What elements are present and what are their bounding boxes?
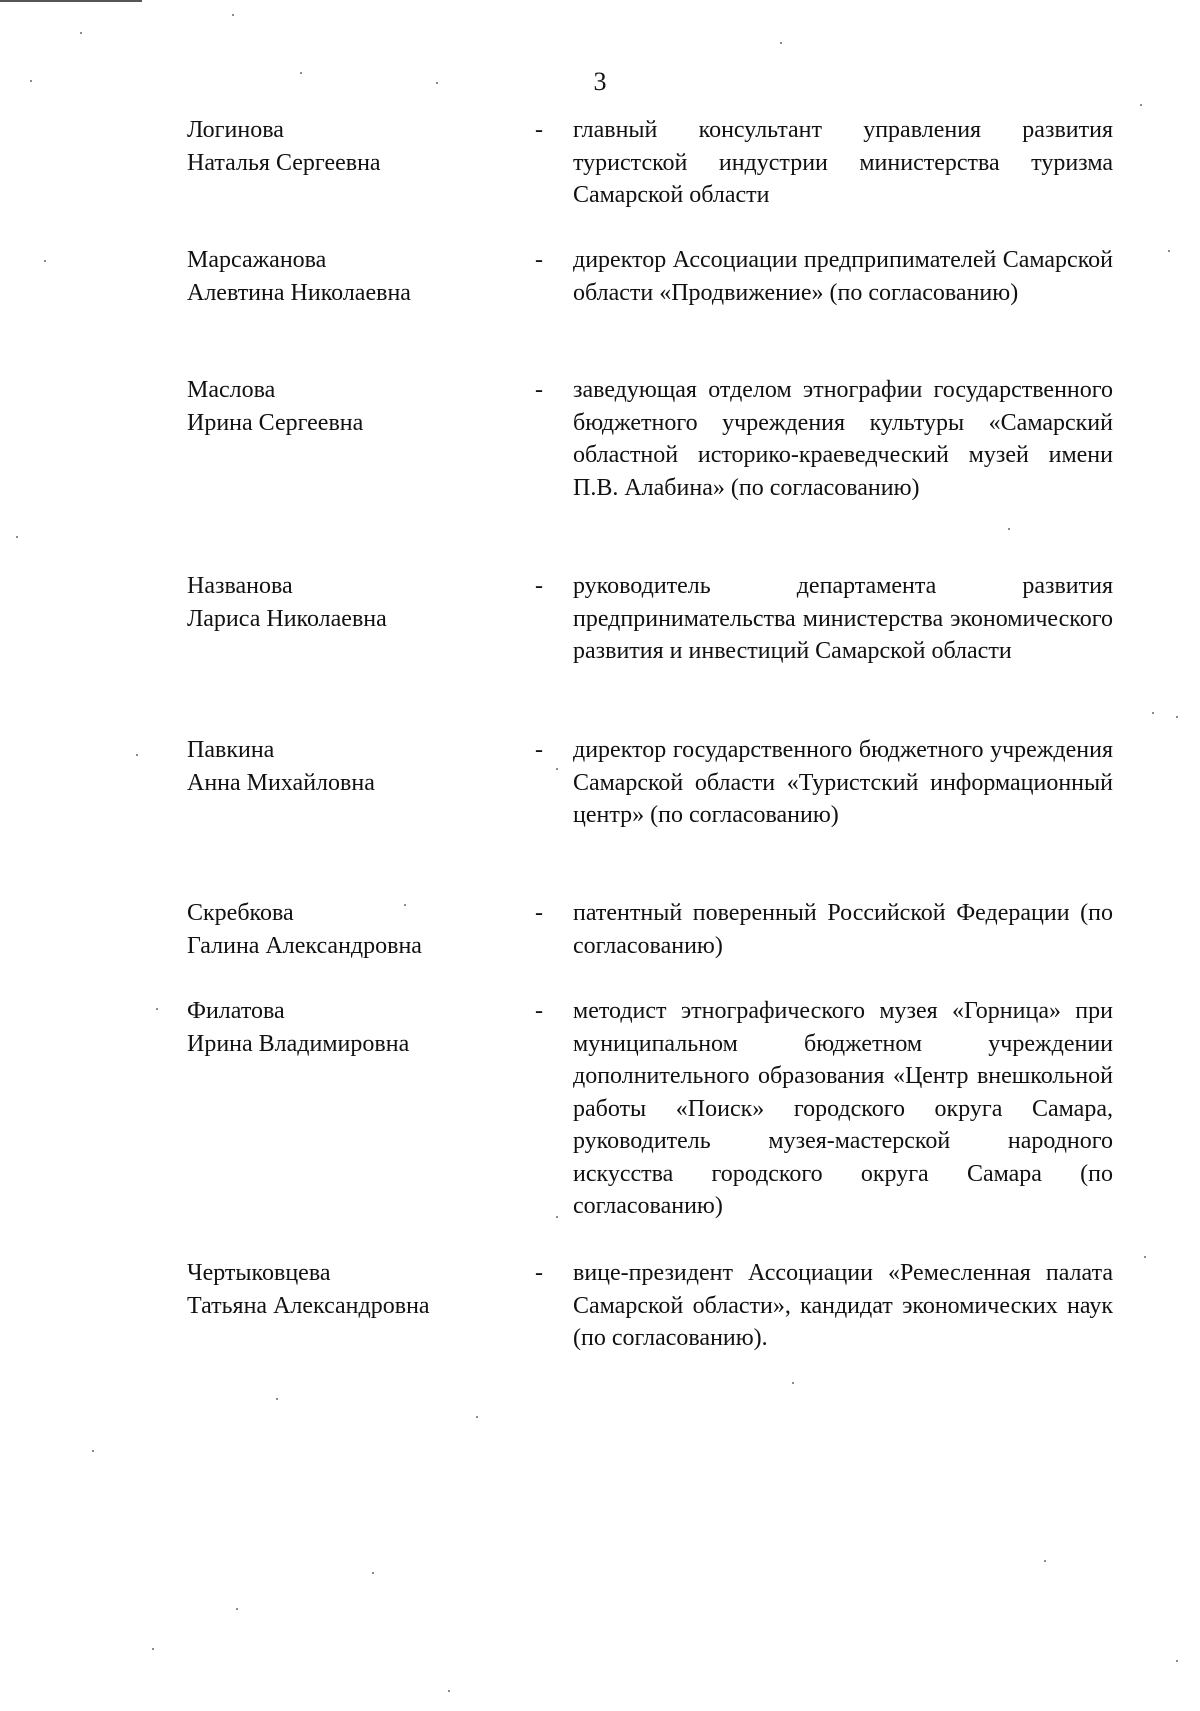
scan-speck bbox=[92, 1450, 94, 1452]
scan-speck bbox=[1140, 104, 1142, 106]
separator-dash: - bbox=[535, 117, 543, 143]
scan-speck bbox=[1176, 1660, 1178, 1662]
member-name bbox=[187, 114, 517, 179]
scan-speck bbox=[436, 82, 438, 84]
member-surname: Маслова bbox=[187, 377, 276, 403]
scan-speck bbox=[300, 72, 302, 74]
member-role: руководитель департамента развития предпринимательства министерства экономического развития и инвестиций Самарской области bbox=[573, 573, 1113, 664]
scan-speck bbox=[236, 1608, 238, 1610]
member-given-names: Анна Михайловна bbox=[187, 769, 375, 796]
member-given-names: Наталья Сергеевна bbox=[187, 149, 381, 176]
scan-speck bbox=[404, 904, 406, 906]
member-name bbox=[187, 897, 517, 962]
separator-dash: - bbox=[535, 1260, 543, 1286]
scan-speck bbox=[30, 80, 32, 82]
scan-speck bbox=[136, 754, 138, 756]
member-given-names: Алевтина Николаевна bbox=[187, 279, 411, 306]
member-surname: Чертыковцева bbox=[187, 1260, 331, 1286]
scan-speck bbox=[44, 260, 46, 262]
separator-dash: - bbox=[535, 573, 543, 599]
member-name bbox=[187, 995, 517, 1060]
member-name bbox=[187, 570, 517, 635]
scan-speck bbox=[16, 536, 18, 538]
member-surname: Названова bbox=[187, 573, 293, 599]
scan-speck bbox=[556, 1216, 558, 1218]
scan-speck bbox=[156, 1008, 158, 1010]
separator-dash: - bbox=[535, 247, 543, 273]
member-surname: Филатова bbox=[187, 998, 285, 1024]
member-surname: Логинова bbox=[187, 117, 284, 143]
scan-speck bbox=[792, 1382, 794, 1384]
member-name bbox=[187, 374, 517, 439]
scan-speck bbox=[1152, 712, 1154, 714]
scan-speck bbox=[780, 42, 782, 44]
member-role: заведующая отделом этнографии государственного бюджетного учреждения культуры «Самарский областной историко-краеведческий музей имени П.В. Алабина» (по согласованию) bbox=[573, 377, 1113, 501]
member-given-names: Ирина Владимировна bbox=[187, 1030, 410, 1057]
scan-speck bbox=[1176, 716, 1178, 718]
separator-dash: - bbox=[535, 377, 543, 403]
member-role: директор государственного бюджетного учреждения Самарской области «Туристский информационный центр» (по согласованию) bbox=[573, 737, 1113, 828]
scan-speck bbox=[80, 32, 82, 34]
scan-speck bbox=[1044, 1560, 1046, 1562]
scan-speck bbox=[232, 14, 234, 16]
member-role: методист этнографического музея «Горница» при муниципальном бюджетном учреждении дополнительного образования «Центр внешкольной работы «Поиск» городского округа Самара, руководитель музея-мастерской народного искусства городского округа Самара (по согласованию) bbox=[573, 998, 1113, 1219]
member-role: патентный поверенный Российской Федерации (по согласованию) bbox=[573, 900, 1113, 959]
member-name bbox=[187, 244, 517, 309]
member-surname: Павкина bbox=[187, 737, 275, 763]
member-given-names: Ирина Сергеевна bbox=[187, 409, 364, 436]
member-name bbox=[187, 734, 517, 799]
scan-edge-line bbox=[0, 0, 142, 2]
member-given-names: Галина Александровна bbox=[187, 932, 422, 959]
member-surname: Марсажанова bbox=[187, 247, 327, 273]
separator-dash: - bbox=[535, 998, 543, 1024]
member-given-names: Лариса Николаевна bbox=[187, 605, 387, 632]
separator-dash: - bbox=[535, 737, 543, 763]
scan-speck bbox=[448, 1690, 450, 1692]
member-name bbox=[187, 1257, 517, 1322]
separator-dash: - bbox=[535, 900, 543, 926]
scan-speck bbox=[556, 768, 558, 770]
page-number: 3 bbox=[593, 67, 607, 96]
member-given-names: Татьяна Александровна bbox=[187, 1292, 430, 1319]
scan-speck bbox=[1008, 528, 1010, 530]
scan-speck bbox=[476, 1416, 478, 1418]
member-surname: Скребкова bbox=[187, 900, 294, 926]
member-role: главный консультант управления развития туристской индустрии министерства туризма Самарской области bbox=[573, 117, 1113, 208]
scan-speck bbox=[276, 1398, 278, 1400]
scan-speck bbox=[1168, 250, 1170, 252]
member-role: вице-президент Ассоциации «Ремесленная палата Самарской области», кандидат экономических наук (по согласованию). bbox=[573, 1260, 1113, 1351]
scan-speck bbox=[372, 1572, 374, 1574]
scan-speck bbox=[152, 1648, 154, 1650]
scan-speck bbox=[1144, 1256, 1146, 1258]
member-role: директор Ассоциации предприпимателей Самарской области «Продвижение» (по согласованию) bbox=[573, 247, 1113, 306]
